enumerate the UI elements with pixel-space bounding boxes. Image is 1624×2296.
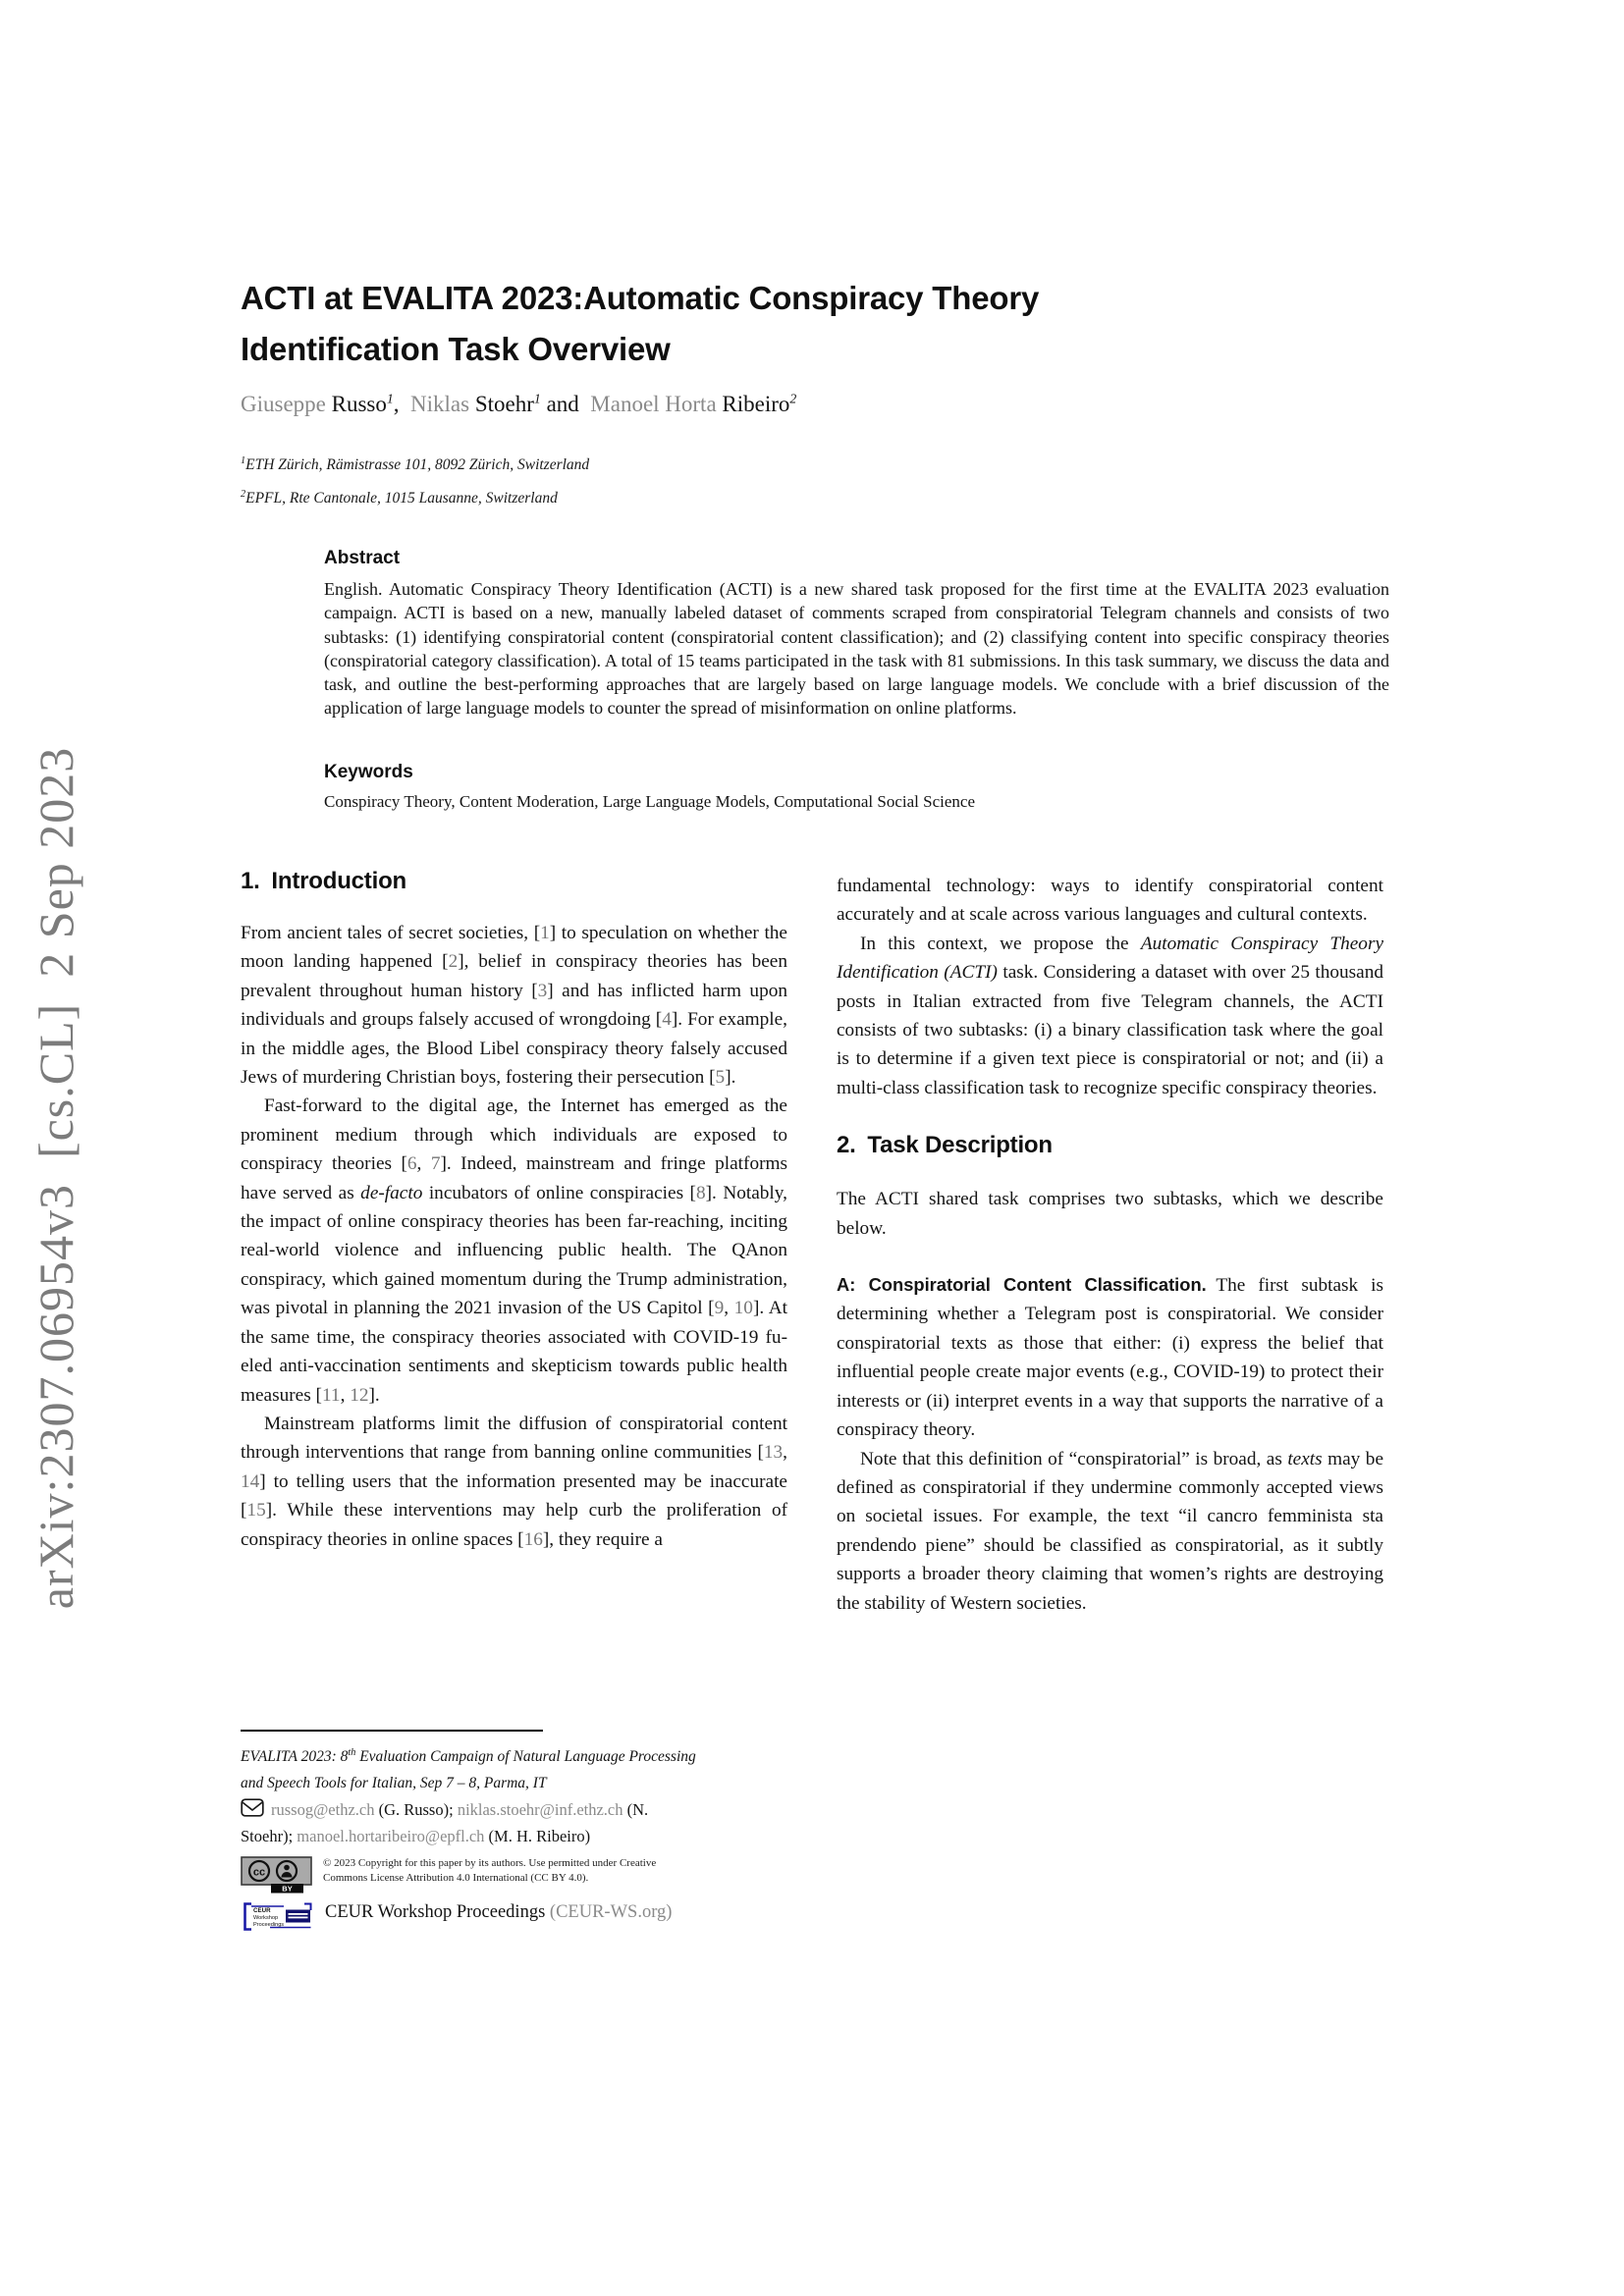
author	[410, 392, 590, 416]
task-paragraph-3: Note that this definition of “conspiratorial” is broad, as texts may be defined as conspiratorial if they undermine commonly accepted views on societal issues. For example, the text “il cancro femminista sta prendendo piene” should be classified as conspiratorial, as it subtly supports a broader theory claiming that women’s rights are destroying the stability of Western societies.	[837, 1448, 1383, 1614]
left-column	[241, 868, 787, 1554]
citation-link[interactable]: 7	[430, 1153, 441, 1175]
citation-link[interactable]: 2	[448, 951, 459, 973]
task-paragraph-2: A: Conspiratorial Content Classification. The first subtask is determining whether a Telegram post is conspiratorial. We consider conspiratorial texts as those that either: (i) express the belief that influential people create major events (e.g., COVID-19) to protect their interests or (ii) interpret events in a way that supports the narrative of a conspiracy theory.	[837, 1274, 1383, 1441]
link[interactable]: niklas.stoehr@inf.ethz.ch	[457, 1800, 623, 1820]
citation-link[interactable]: 6	[406, 1153, 417, 1175]
abstract-text: English. Automatic Conspiracy Theory Identification (ACTI) is a new shared task proposed for the first time at the EVALITA 2023 evaluation campaign. ACTI is based on a new, manually labeled dataset of comments scraped from conspiratorial Telegram channels and consists of two subtasks: (1) identifying conspiratorial content (conspiratorial content classification); and (2) classifying content into specific conspiracy theories (conspiratorial category classification). A total of 15 teams participated in the task with 81 submissions. In this task summary, we discuss the data and task, and outline the best-performing approaches that are largely based on large language models. We conclude with a brief discussion of the application of large language models to counter the spread of misinformation on online platforms.	[324, 579, 1389, 719]
intro-paragraph-5: In this context, we propose the Automatic Conspiracy Theory Identification (ACTI) task. Considering a dataset with over 25 thousand posts in Italian extracted from five Telegram channels, the ACTI consists of two subtasks: (i) a binary classification task where the goal is to determine if a given text piece is conspiratorial or not; and (ii) a multi-class classification task to recognize specific conspiracy theories.	[837, 933, 1384, 1098]
citation-link[interactable]: 5	[715, 1067, 726, 1089]
affiliation	[241, 480, 589, 513]
email-list: russog@ethz.ch (G. Russo); niklas.stoehr@inf.ethz.ch (N. Stoehr); manoel.hortaribeiro@epfl.ch (M. H. Ribeiro)	[241, 1800, 649, 1846]
abstract-heading: Abstract	[324, 548, 401, 568]
author-affiliation-mark: 1	[386, 391, 394, 405]
citation-link[interactable]: 8	[695, 1182, 706, 1203]
ceur-logo-line-2: Workshop	[253, 1915, 279, 1922]
affiliation-text: EPFL, Rte Cantonale, 1015 Lausanne, Switzerland	[245, 490, 558, 507]
right-column	[837, 872, 1383, 1618]
footnote-rule	[241, 1730, 543, 1732]
task-paragraph-1: The ACTI shared task comprises two subtasks, which we describe below.	[837, 1189, 1383, 1239]
citation-link[interactable]: 3	[537, 980, 548, 1001]
intro-paragraph-1: From ancient tales of secret societies, [1] to speculation on whether the moon landing happened [2], belief in conspiracy theories has been prevalent throughout human history [3] and has inflicted harm upon individuals and groups falsely accused of wrongdoing [4]. For example, in the middle ages, the Blood Libel conspiracy theory falsely accused Jews of murdering Christian boys, fostering their persecution [5].	[241, 923, 788, 1089]
affiliations	[241, 447, 589, 513]
ceur-row	[241, 1900, 702, 1933]
author-last-name: Russo	[331, 391, 387, 416]
citation-link[interactable]: 14	[241, 1470, 260, 1492]
section-heading-task-description: 2. Task Description	[837, 1132, 1053, 1159]
affiliation-mark: 2	[241, 489, 246, 501]
link[interactable]: (CEUR-WS.org)	[549, 1902, 673, 1923]
author-first-name: Niklas	[410, 391, 475, 416]
author-emails	[241, 1796, 702, 1849]
citation-link[interactable]: 16	[523, 1528, 543, 1550]
citation-link[interactable]: 9	[714, 1298, 725, 1319]
paper-title: ACTI at EVALITA 2023:Automatic Conspiracy Theory Identification Task Overview	[241, 280, 1040, 368]
conference-note: EVALITA 2023: 8th Evaluation Campaign of Natural Language Processing and Speech Tools for Italian, Sep 7 – 8, Parma, IT	[241, 1747, 696, 1791]
author-separator: and	[540, 391, 591, 416]
author-line	[241, 391, 796, 417]
ceur-logo-line-1: CEUR	[253, 1907, 271, 1915]
abstract-section	[324, 548, 1389, 721]
cc-by-badge	[241, 1856, 313, 1894]
author-last-name: Stoehr	[474, 391, 534, 416]
ceur-proceedings-note: CEUR Workshop Proceedings (CEUR-WS.org)	[325, 1902, 673, 1923]
citation-link[interactable]: 15	[246, 1500, 266, 1522]
ceur-logo	[241, 1900, 315, 1933]
author-first-name: Giuseppe	[241, 391, 332, 416]
author-separator: ,	[393, 391, 411, 416]
keywords-heading: Keywords	[324, 762, 413, 782]
link[interactable]: manoel.hortaribeiro@epfl.ch	[297, 1827, 485, 1846]
author	[241, 392, 410, 416]
citation-link[interactable]: 10	[733, 1298, 753, 1319]
copyright-note: © 2023 Copyright for this paper by its authors. Use permitted under Creative Commons License Attribution 4.0 International (CC BY 4.0).	[323, 1857, 657, 1884]
arxiv-watermark: arXiv:2307.06954v3 [cs.CL] 2 Sep 2023	[28, 746, 83, 1610]
cc-by-label: BY	[282, 1884, 293, 1894]
footnote-block	[241, 1730, 702, 1933]
author-last-name: Ribeiro	[722, 391, 790, 416]
citation-link[interactable]: 13	[763, 1442, 784, 1464]
intro-paragraph-4: fundamental technology: ways to identify conspiratorial content accurately and at scale across various languages and cultural contexts.	[837, 876, 1383, 926]
citation-link[interactable]: 12	[350, 1384, 369, 1406]
cc-circle-label: cc	[252, 1866, 266, 1879]
intro-paragraph-2: Fast-forward to the digital age, the Internet has emerged as the prominent medium through which individuals are exposed to conspiracy theories [6, 7]. Indeed, mainstream and fringe platforms have served as de-facto incubators of online conspiracies [8]. Notably, the impact of online conspiracy theories has been far-reaching, inciting real-world violence and influencing public health. The QAnon conspiracy, which gained momentum during the Trump administration, was pivotal in planning the 2021 invasion of the US Capitol [9, 10]. At the same time, the conspiracy theories associated with COVID-19 fueled anti-vaccination sentiments and skepticism towards public health measures [11, 12].	[241, 1095, 788, 1406]
ceur-logo-line-3: Proceedings	[253, 1922, 285, 1929]
keywords-text: Conspiracy Theory, Content Moderation, Large Language Models, Computational Social Science	[324, 792, 975, 811]
affiliation-mark: 1	[241, 455, 246, 466]
keywords-section	[324, 762, 1389, 813]
citation-link[interactable]: 1	[540, 923, 550, 943]
author-affiliation-mark: 2	[789, 391, 797, 405]
link[interactable]: russog@ethz.ch	[271, 1800, 375, 1820]
author	[590, 392, 796, 416]
email-icon	[241, 1798, 264, 1817]
license-row	[241, 1856, 702, 1894]
section-heading-introduction: 1. Introduction	[241, 868, 406, 894]
affiliation	[241, 447, 589, 480]
citation-link[interactable]: 11	[321, 1384, 341, 1406]
intro-paragraph-3: Mainstream platforms limit the diffusion of conspiratorial content through interventions that range from banning online communities [13, 14] to telling users that the information presented may be inaccurate [15]. While these interventions may help curb the proliferation of conspiracy theories in online spaces [16], they require a	[241, 1413, 787, 1550]
author-first-name: Manoel Horta	[590, 391, 723, 416]
author-affiliation-mark: 1	[533, 391, 541, 405]
citation-link[interactable]: 4	[662, 1009, 672, 1031]
affiliation-text: ETH Zürich, Rämistrasse 101, 8092 Zürich, Switzerland	[245, 456, 590, 474]
